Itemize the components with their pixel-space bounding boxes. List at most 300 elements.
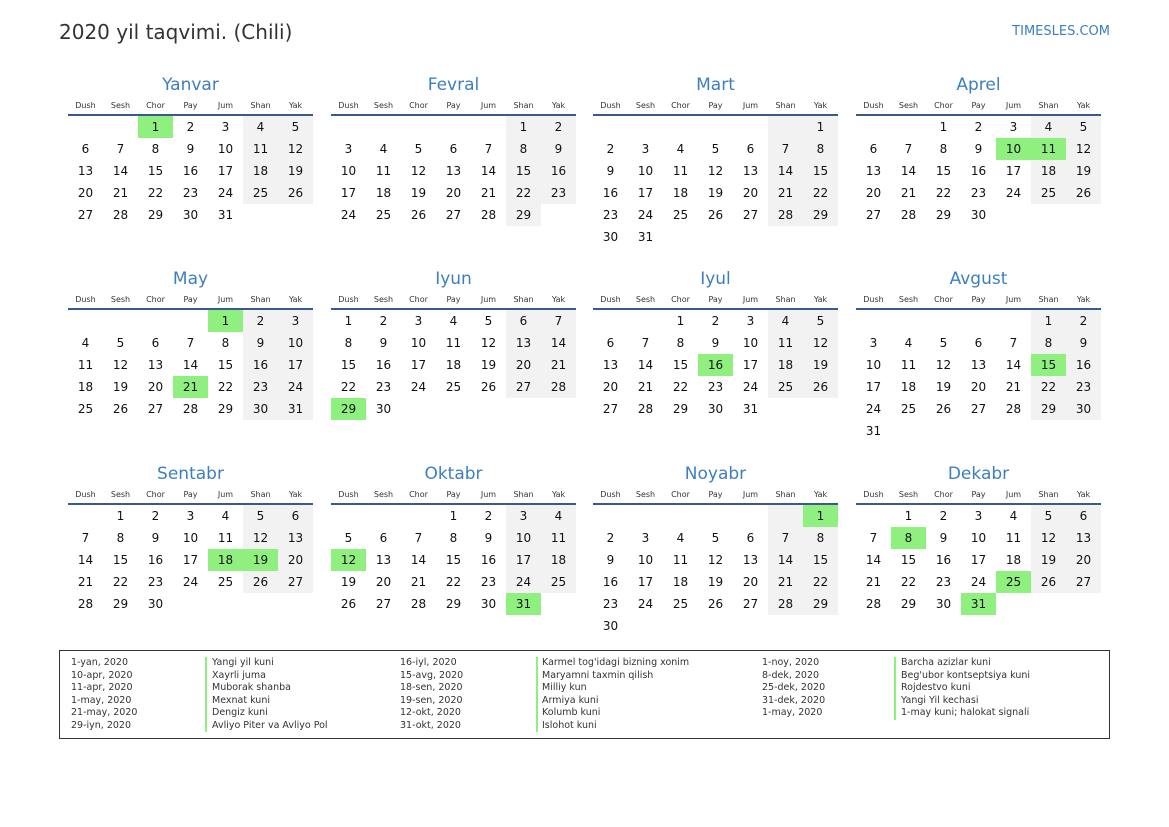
day-cell: 4 — [676, 142, 685, 156]
day-cell: 15 — [803, 549, 838, 571]
day-cell: 16 — [602, 186, 619, 200]
page-title: 2020 yil taqvimi. (Chili) — [59, 20, 293, 44]
day-cell: 21 — [865, 575, 882, 589]
day-cell: 24 — [182, 575, 199, 589]
day-cell: 22 — [672, 380, 689, 394]
day-cell: 9 — [606, 553, 615, 567]
month-may — [68, 268, 313, 420]
month-name: Noyabr — [684, 464, 747, 484]
day-cell: 18 — [1005, 553, 1022, 567]
day-cell: 30 — [480, 597, 497, 611]
day-cell: 14 — [637, 358, 654, 372]
day-cell: 24 — [278, 376, 313, 398]
day-cell: 10 — [182, 531, 199, 545]
weekday-label: Chor — [671, 295, 690, 304]
site-link[interactable]: TIMESLES.COM — [1012, 24, 1110, 39]
weekday-label: Jum — [217, 101, 234, 110]
empty-cell — [663, 116, 698, 138]
weekday-label: Chor — [146, 490, 165, 499]
day-cell: 5 — [939, 336, 948, 350]
day-cell: 8 — [939, 142, 948, 156]
day-cell: 8 — [151, 142, 160, 156]
empty-cell — [68, 310, 103, 332]
day-cell: 15 — [900, 553, 917, 567]
weekday-label: Dush — [600, 101, 621, 110]
weekday-label: Sesh — [898, 490, 919, 499]
empty-cell — [173, 310, 208, 332]
day-cell: 15 — [803, 160, 838, 182]
day-cell: 22 — [935, 186, 952, 200]
weekday-label: Pay — [971, 101, 986, 110]
day-cell: 6 — [278, 505, 313, 527]
legend-holiday-name: Armiya kuni — [542, 694, 599, 706]
month-name: Yanvar — [162, 75, 219, 95]
day-cell: 6 — [869, 142, 878, 156]
legend-holiday-name: 1-may kuni; halokat signali — [901, 707, 1030, 718]
day-cell: 13 — [77, 164, 94, 178]
day-cell: 5 — [116, 336, 125, 350]
day-cell: 23 — [541, 182, 576, 204]
day-cell: 14 — [77, 553, 94, 567]
day-cell: 7 — [768, 527, 803, 549]
day-cell: 2 — [711, 314, 720, 328]
legend-holiday-name: Islohot kuni — [542, 719, 597, 731]
day-cell: 3 — [344, 142, 353, 156]
day-cell: 17 — [970, 553, 987, 567]
weekday-label: Jum — [1005, 101, 1022, 110]
day-cell: 28 — [865, 597, 882, 611]
day-cell: 25 — [672, 208, 689, 222]
day-cell: 3 — [278, 310, 313, 332]
day-cell: 4 — [676, 531, 685, 545]
day-cell: 16 — [375, 358, 392, 372]
holiday-day: 8 — [891, 527, 926, 549]
day-cell: 27 — [77, 208, 94, 222]
day-cell: 26 — [410, 208, 427, 222]
day-cell: 5 — [1031, 505, 1066, 527]
day-cell: 12 — [278, 138, 313, 160]
day-cell: 30 — [1066, 398, 1101, 420]
day-cell: 17 — [410, 358, 427, 372]
day-cell: 20 — [147, 380, 164, 394]
empty-cell — [401, 116, 436, 138]
day-cell: 27 — [602, 402, 619, 416]
day-cell: 12 — [410, 164, 427, 178]
legend-holiday-name: Dengiz kuni — [212, 707, 268, 718]
day-cell: 17 — [742, 358, 759, 372]
day-cell: 25 — [217, 575, 234, 589]
holiday-day: 19 — [243, 549, 278, 571]
day-cell: 27 — [1066, 571, 1101, 593]
empty-cell — [996, 310, 1031, 332]
holiday-day: 1 — [208, 310, 243, 332]
weekday-label: Dush — [338, 490, 359, 499]
day-cell: 22 — [900, 575, 917, 589]
empty-cell — [331, 116, 366, 138]
day-cell: 23 — [1066, 376, 1101, 398]
day-cell: 18 — [445, 358, 462, 372]
day-cell: 19 — [707, 186, 724, 200]
day-cell: 13 — [742, 164, 759, 178]
day-cell: 29 — [900, 597, 917, 611]
day-cell: 23 — [375, 380, 392, 394]
holiday-day: 15 — [1031, 354, 1066, 376]
empty-cell — [663, 505, 698, 527]
day-cell: 17 — [182, 553, 199, 567]
day-cell: 8 — [449, 531, 458, 545]
holiday-day: 12 — [331, 549, 366, 571]
day-cell: 22 — [147, 186, 164, 200]
day-cell: 16 — [1066, 354, 1101, 376]
day-cell: 25 — [375, 208, 392, 222]
day-cell: 16 — [602, 575, 619, 589]
day-cell: 3 — [186, 509, 195, 523]
day-cell: 19 — [480, 358, 497, 372]
weekday-label: Dush — [600, 490, 621, 499]
day-cell: 7 — [414, 531, 423, 545]
day-grid — [856, 116, 1101, 226]
weekday-label: Shan — [1038, 490, 1059, 499]
day-cell: 17 — [506, 549, 541, 571]
day-grid — [68, 505, 313, 615]
empty-cell — [366, 505, 401, 527]
weekday-label: Pay — [446, 295, 461, 304]
empty-cell — [103, 116, 138, 138]
day-cell: 1 — [803, 116, 838, 138]
day-cell: 2 — [186, 120, 195, 134]
legend-date: 25-dek, 2020 — [762, 682, 826, 693]
day-cell: 8 — [803, 527, 838, 549]
day-cell: 11 — [541, 527, 576, 549]
day-cell: 21 — [541, 354, 576, 376]
day-cell: 8 — [1031, 332, 1066, 354]
day-cell: 6 — [81, 142, 90, 156]
day-cell: 17 — [278, 354, 313, 376]
weekday-label: Yak — [551, 101, 566, 110]
day-cell: 4 — [379, 142, 388, 156]
day-cell: 7 — [869, 531, 878, 545]
day-cell: 27 — [865, 208, 882, 222]
weekday-label: Yak — [288, 490, 303, 499]
empty-cell — [331, 505, 366, 527]
day-cell: 23 — [602, 597, 619, 611]
empty-cell — [733, 116, 768, 138]
day-cell: 12 — [707, 164, 724, 178]
weekday-header — [856, 487, 1101, 505]
day-cell: 25 — [900, 402, 917, 416]
day-cell: 27 — [375, 597, 392, 611]
day-cell: 21 — [480, 186, 497, 200]
weekday-header — [68, 487, 313, 505]
day-cell: 13 — [375, 553, 392, 567]
day-cell: 18 — [77, 380, 94, 394]
day-cell: 11 — [445, 336, 462, 350]
holiday-day: 21 — [173, 376, 208, 398]
day-cell: 14 — [865, 553, 882, 567]
legend-holiday-name: Rojdestvo kuni — [901, 682, 971, 693]
weekday-label: Shan — [1038, 295, 1059, 304]
day-cell: 26 — [243, 571, 278, 593]
day-cell: 14 — [112, 164, 129, 178]
empty-cell — [628, 116, 663, 138]
day-cell: 10 — [637, 553, 654, 567]
weekday-label: Sesh — [110, 490, 131, 499]
legend-date: 12-okt, 2020 — [400, 707, 461, 718]
day-cell: 6 — [746, 142, 755, 156]
day-cell: 8 — [506, 138, 541, 160]
month-name: Fevral — [427, 75, 480, 95]
day-cell: 31 — [278, 398, 313, 420]
day-cell: 15 — [112, 553, 129, 567]
weekday-header — [856, 98, 1101, 116]
holiday-day: 1 — [803, 505, 838, 527]
day-cell: 1 — [1031, 310, 1066, 332]
weekday-label: Dush — [863, 295, 884, 304]
day-cell: 26 — [112, 402, 129, 416]
empty-cell — [891, 310, 926, 332]
day-cell: 22 — [340, 380, 357, 394]
day-cell: 9 — [541, 138, 576, 160]
empty-cell — [856, 310, 891, 332]
day-cell: 13 — [445, 164, 462, 178]
day-cell: 10 — [410, 336, 427, 350]
empty-cell — [961, 310, 996, 332]
day-cell: 6 — [151, 336, 160, 350]
day-cell: 14 — [768, 160, 803, 182]
weekday-label: Yak — [288, 101, 303, 110]
weekday-label: Jum — [480, 490, 497, 499]
weekday-label: Yak — [551, 490, 566, 499]
day-cell: 31 — [217, 208, 234, 222]
day-cell: 8 — [803, 138, 838, 160]
day-cell: 22 — [803, 182, 838, 204]
day-cell: 3 — [869, 336, 878, 350]
weekday-header — [68, 98, 313, 116]
day-cell: 27 — [278, 571, 313, 593]
day-cell: 12 — [803, 332, 838, 354]
weekday-label: Sesh — [635, 295, 656, 304]
month-iyul — [593, 268, 838, 420]
day-cell: 23 — [602, 208, 619, 222]
day-cell: 26 — [935, 402, 952, 416]
day-cell: 14 — [480, 164, 497, 178]
weekday-label: Shan — [250, 295, 271, 304]
weekday-label: Chor — [409, 101, 428, 110]
day-cell: 12 — [1066, 138, 1101, 160]
weekday-header — [331, 487, 576, 505]
month-iyun — [331, 268, 576, 420]
day-cell: 11 — [77, 358, 94, 372]
day-cell: 27 — [742, 208, 759, 222]
day-cell: 1 — [344, 314, 353, 328]
day-cell: 24 — [637, 208, 654, 222]
empty-cell — [436, 116, 471, 138]
legend-holiday-name: Mexnat kuni — [212, 694, 270, 706]
month-noyabr — [593, 463, 838, 637]
day-cell: 2 — [939, 509, 948, 523]
weekday-label: Sesh — [110, 295, 131, 304]
day-cell: 6 — [1066, 505, 1101, 527]
day-cell: 26 — [278, 182, 313, 204]
weekday-label: Shan — [1038, 101, 1059, 110]
day-cell: 7 — [1009, 336, 1018, 350]
day-cell: 7 — [768, 138, 803, 160]
day-cell: 27 — [970, 402, 987, 416]
legend-holiday-name: Yangi yil kuni — [212, 657, 274, 668]
day-cell: 19 — [340, 575, 357, 589]
day-cell: 21 — [900, 186, 917, 200]
empty-cell — [698, 505, 733, 527]
day-cell: 20 — [865, 186, 882, 200]
weekday-header — [331, 98, 576, 116]
holiday-legend — [59, 650, 1110, 739]
day-cell: 21 — [768, 182, 803, 204]
day-cell: 4 — [221, 509, 230, 523]
day-cell: 22 — [803, 571, 838, 593]
empty-cell — [856, 116, 891, 138]
day-cell: 27 — [445, 208, 462, 222]
month-aprel — [856, 74, 1101, 226]
holiday-day: 25 — [996, 571, 1031, 593]
legend-holiday-name: Maryamni taxmin qilish — [542, 669, 654, 681]
weekday-label: Dush — [75, 490, 96, 499]
legend-names — [542, 657, 689, 732]
day-cell: 9 — [974, 142, 983, 156]
day-cell: 28 — [768, 204, 803, 226]
month-name: Iyul — [700, 269, 731, 289]
weekday-label: Chor — [146, 101, 165, 110]
day-cell: 19 — [803, 354, 838, 376]
day-cell: 20 — [1066, 549, 1101, 571]
day-cell: 25 — [768, 376, 803, 398]
weekday-label: Shan — [513, 490, 534, 499]
day-cell: 3 — [641, 531, 650, 545]
day-cell: 20 — [278, 549, 313, 571]
day-cell: 18 — [243, 160, 278, 182]
day-cell: 18 — [672, 186, 689, 200]
month-name: Aprel — [956, 75, 1001, 95]
day-cell: 16 — [970, 164, 987, 178]
weekday-label: Yak — [551, 295, 566, 304]
day-cell: 27 — [147, 402, 164, 416]
day-cell: 13 — [1066, 527, 1101, 549]
legend-date: 31-okt, 2020 — [400, 719, 461, 731]
day-cell: 6 — [746, 531, 755, 545]
day-cell: 10 — [217, 142, 234, 156]
day-cell: 24 — [970, 575, 987, 589]
holiday-day: 1 — [138, 116, 173, 138]
day-cell: 5 — [414, 142, 423, 156]
day-cell: 15 — [672, 358, 689, 372]
weekday-label: Chor — [934, 490, 953, 499]
weekday-header — [331, 292, 576, 310]
weekday-header — [593, 98, 838, 116]
empty-cell — [856, 505, 891, 527]
month-name: Dekabr — [947, 464, 1010, 484]
weekday-label: Yak — [288, 295, 303, 304]
day-cell: 12 — [707, 553, 724, 567]
day-cell: 18 — [541, 549, 576, 571]
day-cell: 19 — [410, 186, 427, 200]
day-cell: 4 — [1009, 509, 1018, 523]
day-cell: 6 — [974, 336, 983, 350]
weekday-label: Dush — [863, 101, 884, 110]
day-cell: 29 — [147, 208, 164, 222]
day-cell: 26 — [480, 380, 497, 394]
day-cell: 24 — [506, 571, 541, 593]
day-cell: 4 — [1031, 116, 1066, 138]
day-cell: 13 — [742, 553, 759, 567]
weekday-label: Dush — [75, 295, 96, 304]
legend-marker — [205, 657, 207, 732]
day-cell: 21 — [410, 575, 427, 589]
day-cell: 26 — [803, 376, 838, 398]
month-fevral — [331, 74, 576, 226]
day-cell: 19 — [935, 380, 952, 394]
day-cell: 5 — [803, 310, 838, 332]
day-cell: 28 — [182, 402, 199, 416]
legend-date: 1-may, 2020 — [71, 694, 132, 706]
weekday-label: Chor — [671, 490, 690, 499]
day-cell: 8 — [676, 336, 685, 350]
weekday-label: Chor — [934, 101, 953, 110]
weekday-label: Yak — [1076, 490, 1091, 499]
day-cell: 24 — [340, 208, 357, 222]
holiday-day: 31 — [506, 593, 541, 615]
empty-cell — [926, 310, 961, 332]
weekday-label: Pay — [183, 490, 198, 499]
empty-cell — [891, 116, 926, 138]
weekday-label: Dush — [863, 490, 884, 499]
holiday-day: 16 — [698, 354, 733, 376]
day-cell: 2 — [974, 120, 983, 134]
day-cell: 15 — [506, 160, 541, 182]
day-cell: 17 — [637, 186, 654, 200]
day-cell: 11 — [768, 332, 803, 354]
weekday-label: Shan — [775, 490, 796, 499]
day-cell: 18 — [900, 380, 917, 394]
day-cell: 11 — [1005, 531, 1022, 545]
day-cell: 23 — [480, 575, 497, 589]
legend-date: 1-noy, 2020 — [762, 657, 820, 668]
day-cell: 18 — [672, 575, 689, 589]
legend-dates — [71, 657, 137, 732]
weekday-label: Jum — [742, 490, 759, 499]
legend-date: 29-iyn, 2020 — [71, 719, 132, 731]
day-cell: 5 — [711, 142, 720, 156]
legend-dates — [400, 657, 463, 732]
day-cell: 24 — [410, 380, 427, 394]
day-cell: 25 — [672, 597, 689, 611]
weekday-label: Pay — [183, 295, 198, 304]
weekday-label: Pay — [708, 295, 723, 304]
day-cell: 13 — [278, 527, 313, 549]
day-cell: 13 — [970, 358, 987, 372]
day-cell: 6 — [449, 142, 458, 156]
month-name: Avgust — [949, 269, 1008, 289]
day-cell: 15 — [340, 358, 357, 372]
day-cell: 25 — [1031, 182, 1066, 204]
day-cell: 7 — [641, 336, 650, 350]
holiday-day: 10 — [996, 138, 1031, 160]
weekday-header — [68, 292, 313, 310]
day-cell: 2 — [484, 509, 493, 523]
weekday-label: Jum — [480, 101, 497, 110]
day-cell: 4 — [768, 310, 803, 332]
legend-date: 15-avg, 2020 — [400, 669, 464, 681]
day-cell: 24 — [742, 380, 759, 394]
day-cell: 15 — [217, 358, 234, 372]
